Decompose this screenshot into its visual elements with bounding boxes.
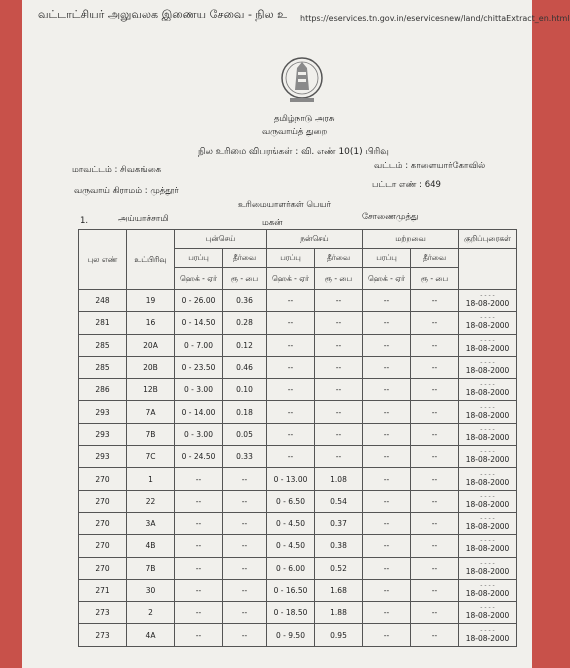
cell-subdivision: 7B <box>127 557 175 579</box>
header-survey-no: புல எண் <box>79 230 127 290</box>
cell-survey-no: 270 <box>79 490 127 512</box>
table-row <box>79 579 517 601</box>
header-others-area: பரப்பு <box>363 249 411 268</box>
cell-others-tax: -- <box>411 602 459 624</box>
cell-remarks-date <box>459 468 517 490</box>
remarks-separator: - - - - <box>480 403 495 411</box>
remarks-separator: - - - - <box>480 604 495 612</box>
cell-survey-no: 293 <box>79 401 127 423</box>
owner-parent-name: சோணைமுத்து <box>362 212 419 222</box>
cell-nansey-area: 0 - 4.50 <box>267 512 315 534</box>
table-row <box>79 602 517 624</box>
cell-punsey-tax: 0.36 <box>223 290 267 312</box>
cell-remarks-date <box>459 602 517 624</box>
cell-others-area: -- <box>363 468 411 490</box>
cell-nansey-area: -- <box>267 446 315 468</box>
cell-others-area: -- <box>363 579 411 601</box>
cell-punsey-tax: 0.46 <box>223 356 267 378</box>
cell-nansey-area: 0 - 18.50 <box>267 602 315 624</box>
cell-punsey-area: 0 - 14.50 <box>175 312 223 334</box>
remarks-date: 18-08-2000 <box>465 321 510 331</box>
cell-remarks-date <box>459 334 517 356</box>
cell-survey-no: 270 <box>79 557 127 579</box>
remarks-separator: - - - - <box>480 425 495 433</box>
cell-nansey-tax: 1.68 <box>315 579 363 601</box>
cell-subdivision: 1 <box>127 468 175 490</box>
remarks-date: 18-08-2000 <box>465 544 510 554</box>
remarks-date: 18-08-2000 <box>465 343 510 353</box>
cell-others-area: -- <box>363 535 411 557</box>
cell-punsey-area: -- <box>175 579 223 601</box>
cell-punsey-area: 0 - 7.00 <box>175 334 223 356</box>
cell-nansey-tax: -- <box>315 290 363 312</box>
cell-nansey-tax: -- <box>315 312 363 334</box>
header-others-area-unit: ஹெக் - ஏர் <box>363 268 411 290</box>
cell-survey-no: 293 <box>79 446 127 468</box>
cell-punsey-area: -- <box>175 557 223 579</box>
cell-remarks-date <box>459 446 517 468</box>
cell-others-tax: -- <box>411 512 459 534</box>
cell-nansey-tax: -- <box>315 401 363 423</box>
header-nansey-tax: தீர்வை <box>315 249 363 268</box>
cell-punsey-tax: 0.05 <box>223 423 267 445</box>
cell-nansey-tax: 0.95 <box>315 624 363 646</box>
cell-others-tax: -- <box>411 356 459 378</box>
cell-punsey-tax: 0.28 <box>223 312 267 334</box>
cell-nansey-area: -- <box>267 290 315 312</box>
cell-others-area: -- <box>363 490 411 512</box>
table-row <box>79 423 517 445</box>
cell-nansey-tax: 0.52 <box>315 557 363 579</box>
cell-nansey-tax: -- <box>315 423 363 445</box>
remarks-separator: - - - - <box>480 292 495 300</box>
cell-nansey-tax: -- <box>315 446 363 468</box>
cell-punsey-area: 0 - 14.00 <box>175 401 223 423</box>
cell-others-area: -- <box>363 290 411 312</box>
remarks-separator: - - - - <box>480 582 495 589</box>
remarks-date: 18-08-2000 <box>465 366 510 376</box>
header-punsey: புன்செய் <box>175 230 267 249</box>
cell-subdivision: 12B <box>127 379 175 401</box>
header-nansey-area-unit: ஹெக் - ஏர் <box>267 268 315 290</box>
cell-subdivision: 7A <box>127 401 175 423</box>
cell-others-tax: -- <box>411 557 459 579</box>
cell-remarks-date <box>459 512 517 534</box>
department-label: வருவாய்த் துறை <box>262 127 328 137</box>
cell-punsey-area: -- <box>175 624 223 646</box>
table-row <box>79 379 517 401</box>
header-nansey-area: பரப்பு <box>267 249 315 268</box>
remarks-date: 18-08-2000 <box>465 432 510 442</box>
cell-nansey-area: -- <box>267 334 315 356</box>
header-punsey-area-unit: ஹெக் - ஏர் <box>175 268 223 290</box>
remarks-separator: - - - - <box>480 381 495 389</box>
cell-punsey-tax: 0.18 <box>223 401 267 423</box>
page-header-title: வட்டாட்சியர் அலுவலக இணைய சேவை - நில உ <box>38 8 288 21</box>
page-header-url: https://eservices.tn.gov.in/eservicesnew/land/chittaExtract_en.html <box>300 14 570 23</box>
header-others-tax: தீர்வை <box>411 249 459 268</box>
header-others: மற்றவை <box>363 230 459 249</box>
cell-remarks-date <box>459 312 517 334</box>
table-row <box>79 535 517 557</box>
cell-subdivision: 19 <box>127 290 175 312</box>
table-row <box>79 624 517 646</box>
owners-heading: உரிமையாளர்கள் பெயர் <box>238 200 332 210</box>
cell-others-tax: -- <box>411 423 459 445</box>
cell-others-area: -- <box>363 312 411 334</box>
district-label: மாவட்டம் : சிவகங்கை <box>72 165 162 175</box>
remarks-date: 18-08-2000 <box>465 455 510 465</box>
cell-nansey-tax: 0.54 <box>315 490 363 512</box>
remarks-separator: - - - - <box>480 559 495 567</box>
cell-subdivision: 16 <box>127 312 175 334</box>
remarks-date: 18-08-2000 <box>465 477 510 487</box>
land-records-table <box>78 229 517 647</box>
header-subdivision: உட்பிரிவு <box>127 230 175 290</box>
cell-others-area: -- <box>363 624 411 646</box>
cell-remarks-date <box>459 290 517 312</box>
cell-nansey-area: -- <box>267 379 315 401</box>
remarks-date: 18-08-2000 <box>465 566 510 576</box>
cell-others-area: -- <box>363 379 411 401</box>
remarks-separator: - - - - <box>480 359 495 367</box>
remarks-separator: - - - - <box>480 537 495 545</box>
cell-remarks-date <box>459 356 517 378</box>
cell-punsey-tax: 0.33 <box>223 446 267 468</box>
cell-others-area: -- <box>363 356 411 378</box>
cell-others-tax: -- <box>411 446 459 468</box>
remarks-separator: - - - - <box>480 448 495 456</box>
cell-survey-no: 270 <box>79 535 127 557</box>
cell-others-tax: -- <box>411 312 459 334</box>
header-nansey-tax-unit: ரூ - பை <box>315 268 363 290</box>
cell-punsey-tax: -- <box>223 535 267 557</box>
cell-survey-no: 273 <box>79 602 127 624</box>
table-row <box>79 512 517 534</box>
table-row <box>79 290 517 312</box>
remarks-date: 18-08-2000 <box>465 499 510 509</box>
remarks-separator: - - - - <box>480 492 495 500</box>
cell-others-area: -- <box>363 602 411 624</box>
cell-subdivision: 20A <box>127 334 175 356</box>
cell-punsey-area: -- <box>175 602 223 624</box>
cell-others-tax: -- <box>411 379 459 401</box>
cell-survey-no: 281 <box>79 312 127 334</box>
cell-others-area: -- <box>363 446 411 468</box>
owner-relation: மகன் <box>262 218 283 228</box>
cell-others-tax: -- <box>411 334 459 356</box>
cell-nansey-area: 0 - 4.50 <box>267 535 315 557</box>
table-row <box>79 334 517 356</box>
table-row <box>79 312 517 334</box>
cell-punsey-area: -- <box>175 535 223 557</box>
cell-nansey-tax: 0.37 <box>315 512 363 534</box>
remarks-date: 18-08-2000 <box>465 611 510 621</box>
cell-punsey-area: 0 - 23.50 <box>175 356 223 378</box>
cell-survey-no: 273 <box>79 624 127 646</box>
cell-survey-no: 293 <box>79 423 127 445</box>
header-others-tax-unit: ரூ - பை <box>411 268 459 290</box>
remarks-separator: - - - - <box>480 470 495 478</box>
cell-remarks-date <box>459 423 517 445</box>
cell-nansey-area: 0 - 9.50 <box>267 624 315 646</box>
cell-punsey-tax: -- <box>223 579 267 601</box>
cell-punsey-area: 0 - 3.00 <box>175 423 223 445</box>
cell-remarks-date <box>459 490 517 512</box>
cell-subdivision: 7C <box>127 446 175 468</box>
cell-punsey-area: -- <box>175 468 223 490</box>
header-punsey-area: பரப்பு <box>175 249 223 268</box>
cell-nansey-area: 0 - 6.00 <box>267 557 315 579</box>
cell-nansey-area: -- <box>267 401 315 423</box>
cell-punsey-area: 0 - 3.00 <box>175 379 223 401</box>
cell-punsey-tax: -- <box>223 624 267 646</box>
cell-subdivision: 4A <box>127 624 175 646</box>
cell-nansey-tax: 1.08 <box>315 468 363 490</box>
table-row <box>79 401 517 423</box>
header-punsey-tax-unit: ரூ - பை <box>223 268 267 290</box>
cell-punsey-tax: 0.10 <box>223 379 267 401</box>
remarks-date: 18-08-2000 <box>465 388 510 398</box>
cell-nansey-tax: -- <box>315 379 363 401</box>
cell-nansey-tax: 1.88 <box>315 602 363 624</box>
header-punsey-tax: தீர்வை <box>223 249 267 268</box>
cell-subdivision: 4B <box>127 535 175 557</box>
cell-subdivision: 2 <box>127 602 175 624</box>
cell-subdivision: 3A <box>127 512 175 534</box>
cell-nansey-area: 0 - 6.50 <box>267 490 315 512</box>
cell-others-area: -- <box>363 334 411 356</box>
cell-nansey-area: 0 - 13.00 <box>267 468 315 490</box>
cell-nansey-area: 0 - 16.50 <box>267 579 315 601</box>
owner-index: 1. <box>80 216 89 226</box>
cell-survey-no: 285 <box>79 334 127 356</box>
cell-others-tax: -- <box>411 468 459 490</box>
cell-subdivision: 7B <box>127 423 175 445</box>
cell-remarks-date <box>459 557 517 579</box>
cell-remarks-date <box>459 535 517 557</box>
cell-survey-no: 286 <box>79 379 127 401</box>
tn-government-emblem-icon <box>280 54 324 108</box>
cell-nansey-tax: 0.38 <box>315 535 363 557</box>
remarks-date: 18-08-2000 <box>465 410 510 420</box>
cell-others-area: -- <box>363 423 411 445</box>
header-nansey: நன்செய் <box>267 230 363 249</box>
remarks-separator: - - - - <box>480 314 495 322</box>
header-remarks-blank <box>459 249 517 290</box>
cell-punsey-area: -- <box>175 512 223 534</box>
remarks-date: 18-08-2000 <box>465 522 510 532</box>
owner-name: அய்யாச்சாமி <box>118 214 169 224</box>
cell-remarks-date <box>459 579 517 601</box>
remarks-date: 18-08-2000 <box>465 589 510 598</box>
cell-survey-no: 271 <box>79 579 127 601</box>
cell-punsey-tax: -- <box>223 557 267 579</box>
cell-punsey-tax: -- <box>223 490 267 512</box>
table-row <box>79 490 517 512</box>
table-row <box>79 468 517 490</box>
cell-survey-no: 270 <box>79 468 127 490</box>
cell-others-tax: -- <box>411 401 459 423</box>
cell-subdivision: 20B <box>127 356 175 378</box>
cell-remarks-date <box>459 401 517 423</box>
cell-others-tax: -- <box>411 624 459 646</box>
cell-others-area: -- <box>363 512 411 534</box>
header-remarks: குறிப்புரைகள் <box>459 230 517 249</box>
cell-survey-no: 285 <box>79 356 127 378</box>
table-row <box>79 446 517 468</box>
cell-others-tax: -- <box>411 579 459 601</box>
village-label: வருவாய் கிராமம் : முத்தூர் <box>74 186 179 196</box>
table-header-row <box>79 230 517 249</box>
cell-subdivision: 22 <box>127 490 175 512</box>
table-row <box>79 356 517 378</box>
cell-subdivision: 30 <box>127 579 175 601</box>
cell-survey-no: 248 <box>79 290 127 312</box>
cell-others-tax: -- <box>411 290 459 312</box>
government-label: தமிழ்நாடு அரசு <box>274 114 335 124</box>
remarks-date: 18-08-2000 <box>465 633 510 643</box>
table-row <box>79 557 517 579</box>
cell-punsey-area: -- <box>175 490 223 512</box>
cell-punsey-tax: -- <box>223 512 267 534</box>
cell-others-area: -- <box>363 557 411 579</box>
cell-nansey-area: -- <box>267 356 315 378</box>
remarks-separator: - - - - <box>480 626 495 634</box>
cell-nansey-tax: -- <box>315 356 363 378</box>
remarks-separator: - - - - <box>480 515 495 523</box>
cell-nansey-area: -- <box>267 312 315 334</box>
document-page <box>22 0 570 668</box>
document-title: நில உரிமை விபரங்கள் : வி. எண் 10(1) பிரிவு <box>198 147 389 157</box>
cell-punsey-area: 0 - 24.50 <box>175 446 223 468</box>
cell-remarks-date <box>459 379 517 401</box>
cell-remarks-date <box>459 624 517 646</box>
patta-number: பட்டா எண் : 649 <box>372 180 441 190</box>
cell-others-tax: -- <box>411 535 459 557</box>
taluk-label: வட்டம் : காளையார்கோவில் <box>374 161 486 171</box>
remarks-date: 18-08-2000 <box>465 299 510 309</box>
cell-survey-no: 270 <box>79 512 127 534</box>
cell-punsey-tax: 0.12 <box>223 334 267 356</box>
cell-punsey-tax: -- <box>223 602 267 624</box>
cell-punsey-tax: -- <box>223 468 267 490</box>
remarks-separator: - - - - <box>480 336 495 344</box>
cell-others-area: -- <box>363 401 411 423</box>
cell-punsey-area: 0 - 26.00 <box>175 290 223 312</box>
cell-others-tax: -- <box>411 490 459 512</box>
cell-nansey-area: -- <box>267 423 315 445</box>
cell-nansey-tax: -- <box>315 334 363 356</box>
